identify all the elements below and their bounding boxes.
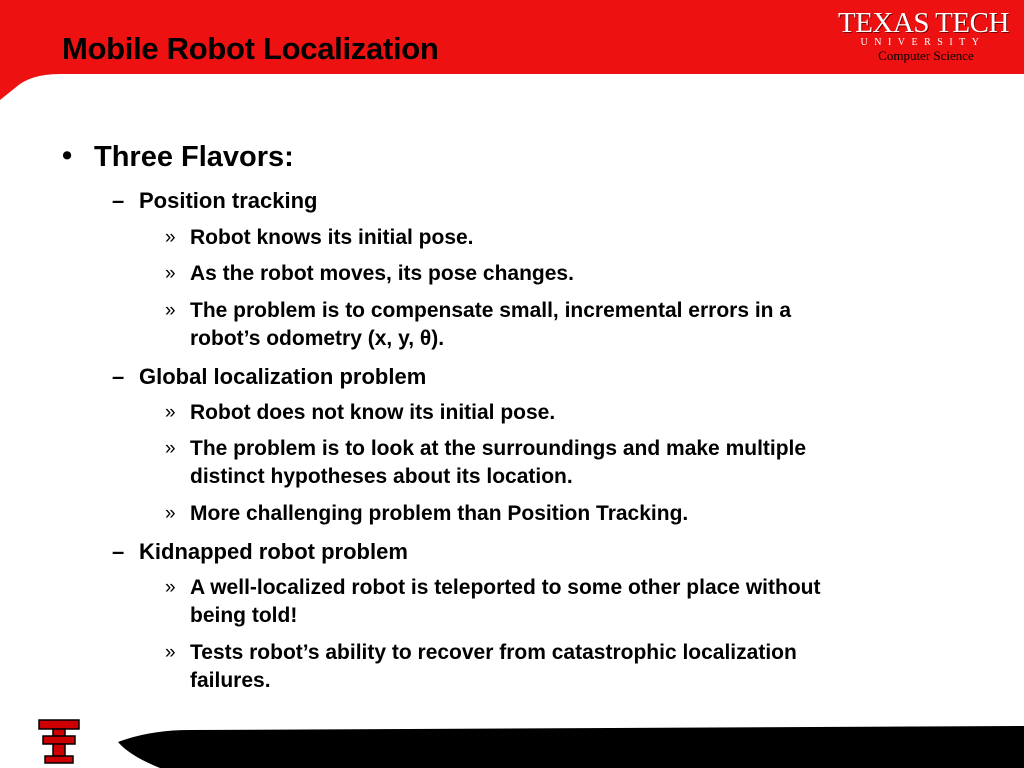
slide-title: Mobile Robot Localization bbox=[62, 31, 439, 66]
sub-sub-bullet-text: As the robot moves, its pose changes. bbox=[190, 262, 574, 285]
bullet-marker: • bbox=[62, 140, 73, 172]
footer-band bbox=[0, 712, 1024, 768]
double-t-logo bbox=[38, 718, 80, 764]
sub-bullet-text: Kidnapped robot problem bbox=[139, 539, 408, 564]
sub-sub-bullet-text-continued: failures. bbox=[190, 669, 271, 692]
sub-bullet-marker: – bbox=[112, 188, 125, 213]
logo-main-text: TEXAS TECH bbox=[838, 7, 1009, 39]
sub-sub-bullet-marker: » bbox=[165, 300, 176, 321]
sub-sub-bullet-text-continued: being told! bbox=[190, 604, 298, 627]
texas-tech-logo bbox=[838, 7, 1009, 64]
sub-sub-bullet-text: Tests robot’s ability to recover from catastrophic localization bbox=[190, 641, 797, 664]
sub-sub-bullet-marker: » bbox=[165, 438, 176, 459]
sub-sub-bullet-marker: » bbox=[165, 503, 176, 524]
sub-sub-bullet-text-continued: robot’s odometry (x, y, θ). bbox=[190, 327, 445, 350]
sub-bullet-text: Global localization problem bbox=[139, 364, 427, 389]
logo-mid-bar bbox=[43, 736, 75, 744]
sub-sub-bullet-marker: » bbox=[165, 227, 176, 248]
logo-dept-text: Computer Science bbox=[878, 48, 974, 63]
sub-bullet-marker: – bbox=[112, 364, 125, 389]
sub-bullet-marker: – bbox=[112, 539, 125, 564]
sub-sub-bullet-marker: » bbox=[165, 402, 176, 423]
sub-sub-bullet-text: Robot knows its initial pose. bbox=[190, 226, 474, 249]
logo-sub-text: UNIVERSITY bbox=[860, 37, 986, 48]
sub-sub-bullet-text: The problem is to look at the surroundings and make multiple bbox=[190, 437, 807, 460]
footer-black-shape bbox=[118, 726, 1024, 768]
sub-sub-bullet-marker: » bbox=[165, 577, 176, 598]
sub-sub-bullet-text-continued: distinct hypotheses about its location. bbox=[190, 465, 573, 488]
sub-sub-bullet-marker: » bbox=[165, 642, 176, 663]
sub-sub-bullet-text: The problem is to compensate small, incremental errors in a bbox=[190, 299, 792, 322]
sub-sub-bullet-text: Robot does not know its initial pose. bbox=[190, 401, 556, 424]
sub-sub-bullet-text: More challenging problem than Position Tracking. bbox=[190, 502, 689, 525]
logo-bottom-bar bbox=[45, 756, 73, 763]
bullet-text: Three Flavors: bbox=[94, 141, 294, 173]
sub-sub-bullet-marker: » bbox=[165, 263, 176, 284]
sub-bullet-text: Position tracking bbox=[139, 188, 318, 213]
sub-sub-bullet-text: A well-localized robot is teleported to some other place without bbox=[190, 576, 821, 599]
logo-top-bar bbox=[39, 720, 79, 729]
